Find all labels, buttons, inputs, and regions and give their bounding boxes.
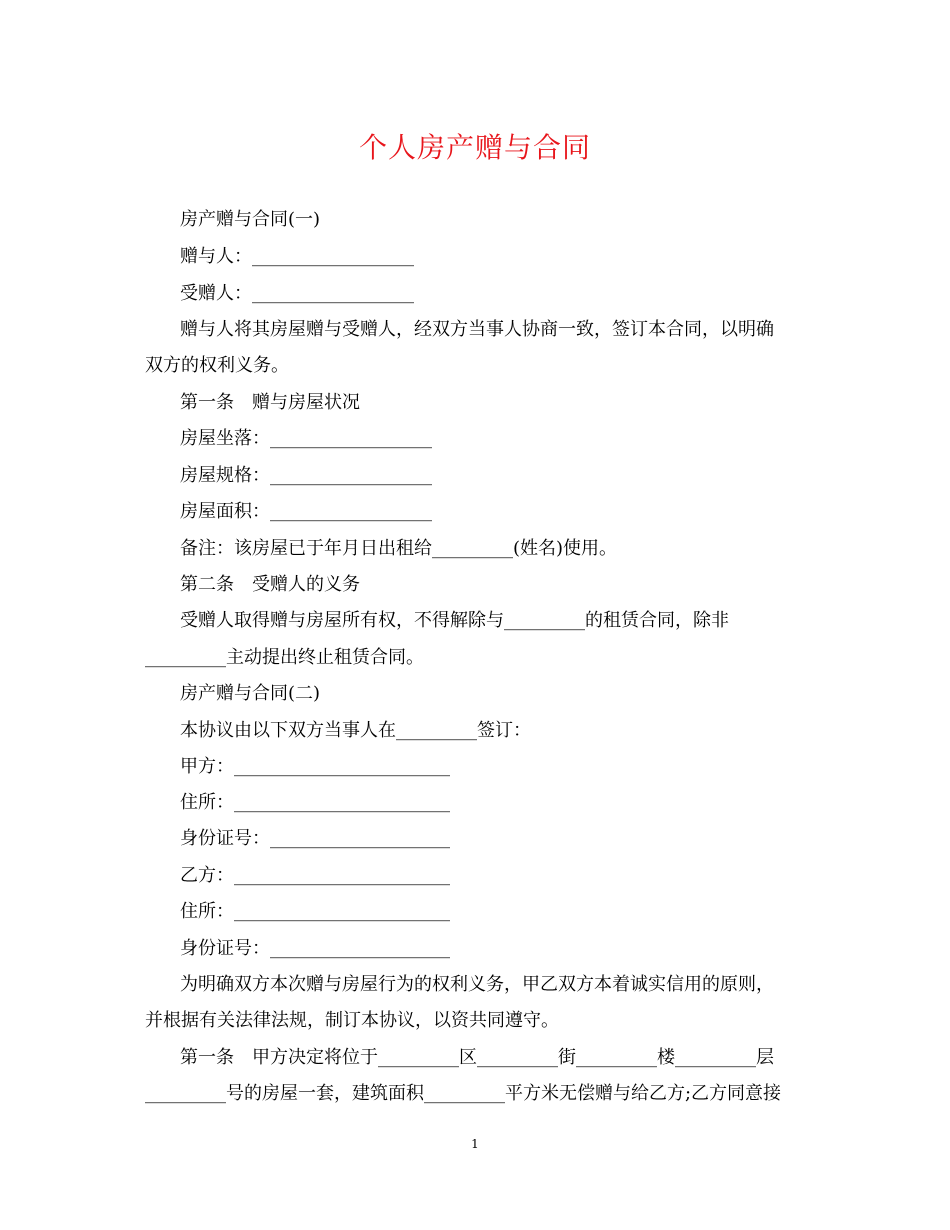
paragraph-line: 本协议由以下双方当事人在_________签订：	[180, 720, 531, 741]
party-a-field: 甲方：________________________	[180, 756, 450, 777]
remark-line: 备注：该房屋已于年月日出租给_________(姓名)使用。	[180, 538, 618, 559]
paragraph-line: 并根据有关法律法规，制订本协议，以资共同遵守。	[145, 1010, 559, 1031]
party-b-field: 乙方：________________________	[180, 865, 450, 886]
section-heading-contract-one: 房产赠与合同(一)	[180, 209, 321, 230]
article-line: 第一条 甲方决定将位于_________区_________街_________楼_________层	[180, 1047, 774, 1068]
party-b-address-field: 住所：________________________	[180, 901, 450, 922]
page-number: 1	[471, 1137, 479, 1151]
section-heading-contract-two: 房产赠与合同(二)	[180, 683, 321, 704]
house-location-field: 房屋坐落：__________________	[180, 428, 432, 449]
paragraph-line: _________号的房屋一套，建筑面积_________平方米无偿赠与给乙方;乙方同意接	[145, 1083, 782, 1104]
donor-field: 赠与人：__________________	[180, 246, 414, 267]
article-heading: 第二条 受赠人的义务	[180, 574, 360, 595]
house-spec-field: 房屋规格：__________________	[180, 465, 432, 486]
paragraph-line: 双方的权利义务。	[145, 355, 289, 376]
house-area-field: 房屋面积：__________________	[180, 501, 432, 522]
party-a-id-field: 身份证号：____________________	[180, 828, 450, 849]
document-title: 个人房产赠与合同	[358, 131, 591, 164]
paragraph-line: 受赠人取得赠与房屋所有权，不得解除与_________的租赁合同，除非	[180, 610, 729, 631]
party-b-id-field: 身份证号：____________________	[180, 938, 450, 959]
paragraph-line: 为明确双方本次赠与房屋行为的权利义务，甲乙双方本着诚实信用的原则，	[180, 974, 774, 995]
article-heading: 第一条 赠与房屋状况	[180, 392, 360, 413]
paragraph-line: _________主动提出终止租赁合同。	[145, 647, 424, 668]
donee-field: 受赠人：__________________	[180, 283, 414, 304]
party-a-address-field: 住所：________________________	[180, 792, 450, 813]
paragraph-line: 赠与人将其房屋赠与受赠人，经双方当事人协商一致，签订本合同，以明确	[180, 319, 774, 340]
